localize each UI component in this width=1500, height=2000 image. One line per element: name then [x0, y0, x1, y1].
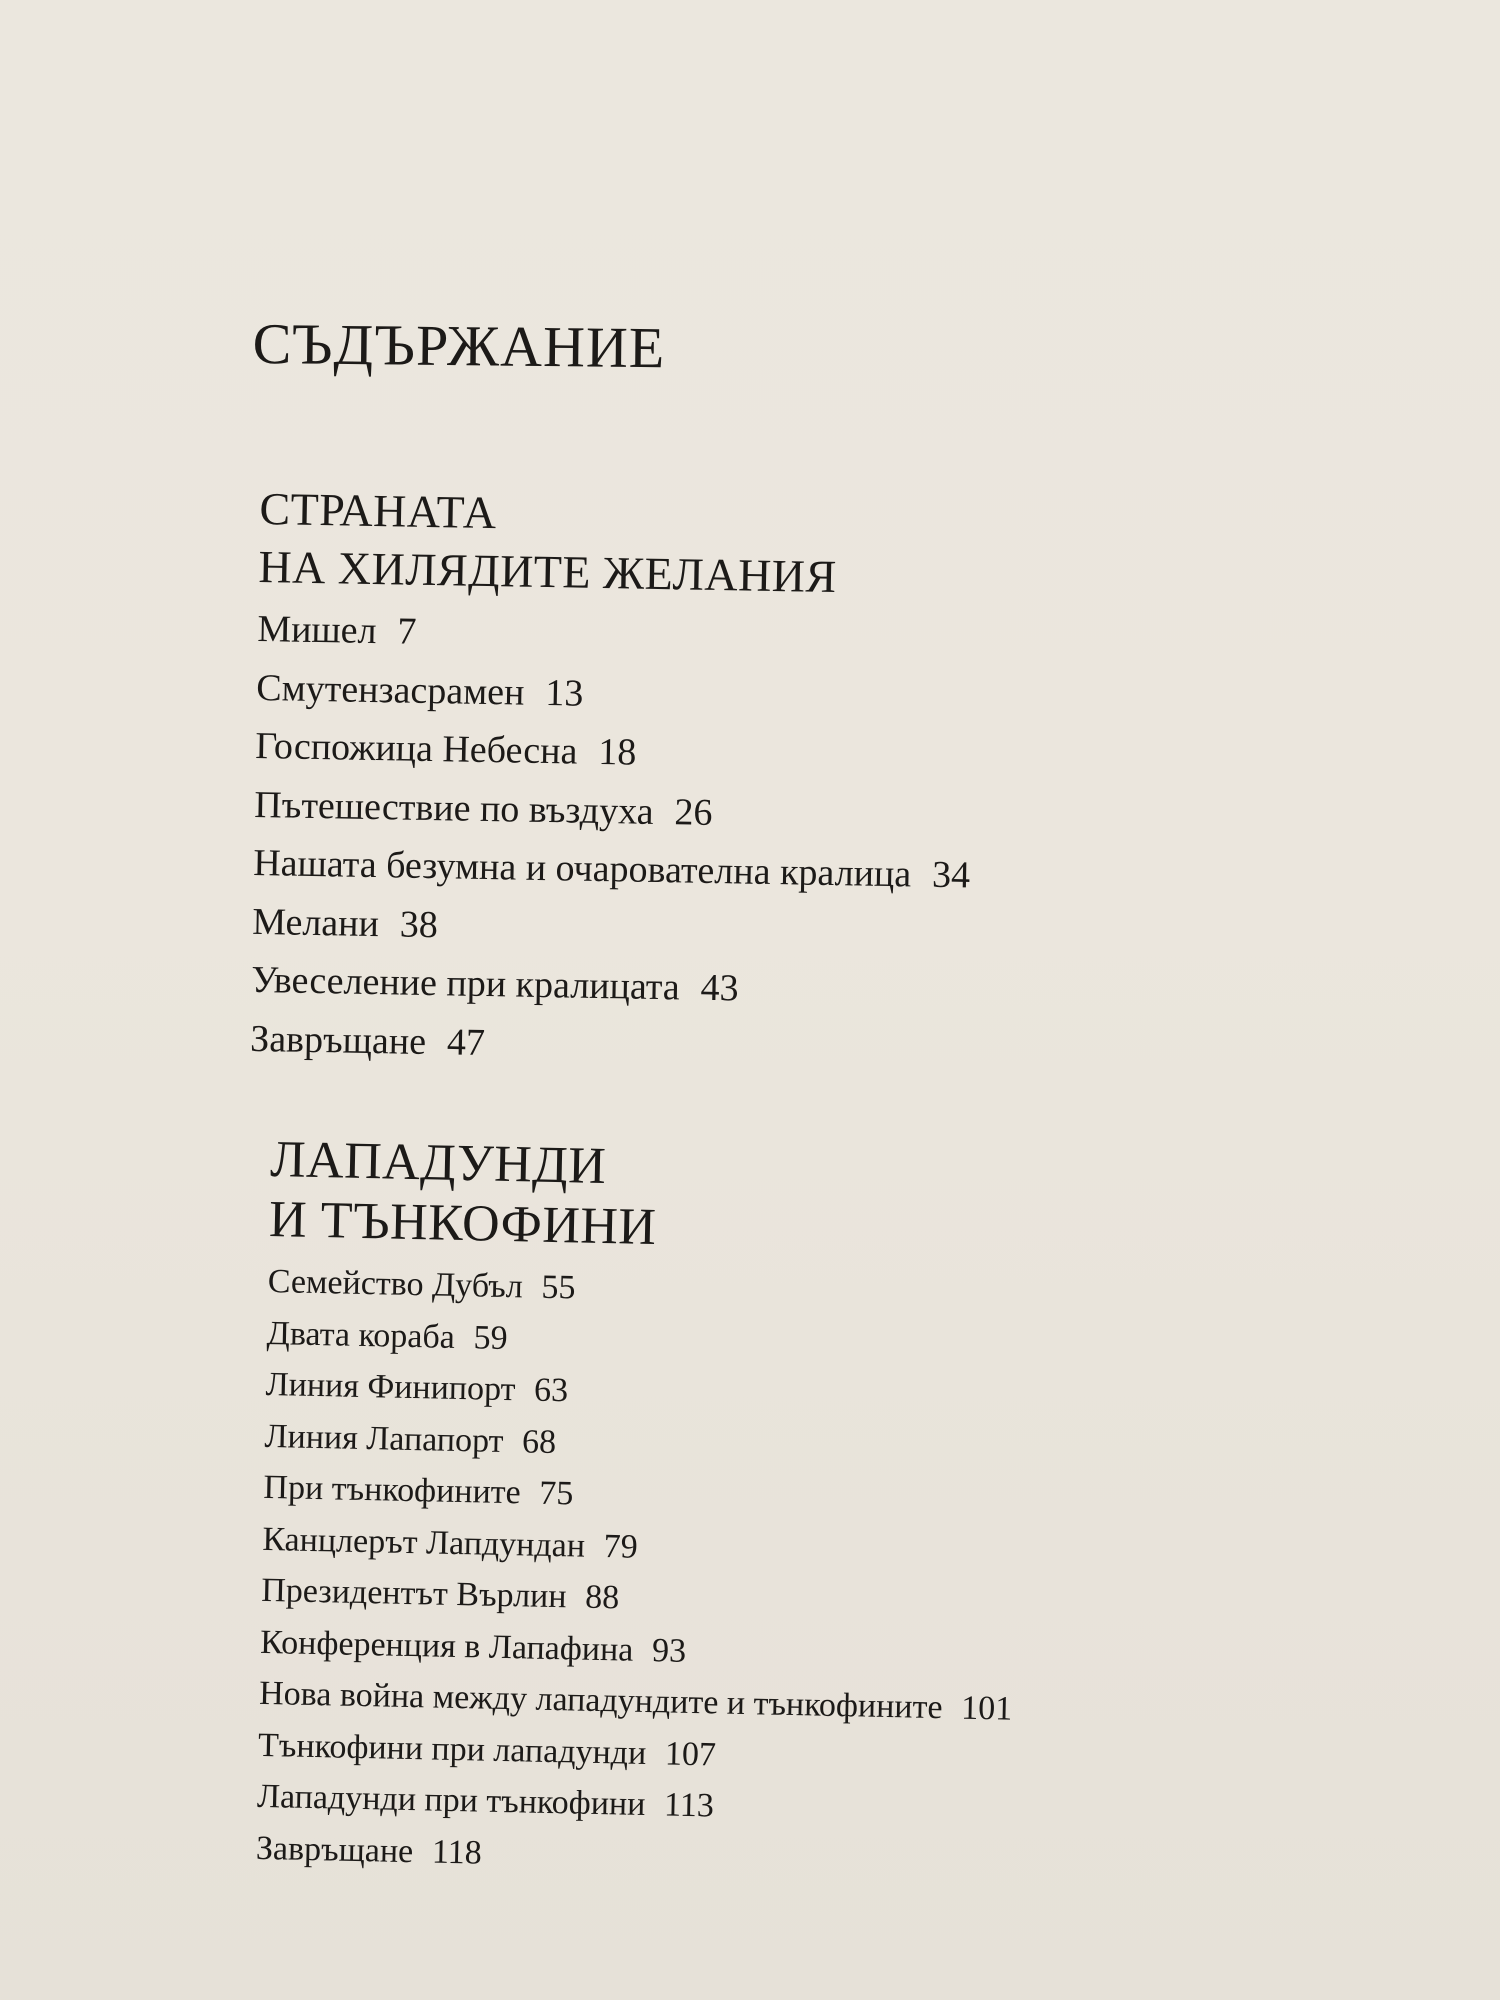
- toc-title: СЪДЪРЖАНИЕ: [252, 310, 666, 381]
- entry-page-number: 113: [663, 1786, 715, 1825]
- entry-title: Семейство Дубъл: [267, 1262, 524, 1306]
- section-title-line: И ТЪНКОФИНИ: [268, 1190, 658, 1257]
- entry-page-number: 43: [700, 966, 739, 1010]
- entry-title: Нашата безумна и очарователна кралица: [252, 841, 912, 896]
- entry-title: Смутензасрамен: [256, 666, 525, 714]
- entry-title: Пътешествие по въздуха: [253, 783, 654, 833]
- section-1: [250, 480, 977, 1080]
- entry-page-number: 59: [473, 1318, 508, 1357]
- entry-page-number: 34: [931, 853, 971, 897]
- section-title-line: ЛАПАДУНДИ: [269, 1130, 607, 1196]
- entry-page-number: 93: [651, 1631, 687, 1670]
- entry-page-number: 101: [960, 1689, 1013, 1728]
- entry-page-number: 88: [584, 1578, 620, 1617]
- entry-page-number: 107: [664, 1734, 717, 1773]
- entry-page-number: 79: [603, 1527, 639, 1566]
- entry-page-number: 7: [397, 610, 417, 653]
- section-title-line: СТРАНАТА: [259, 482, 498, 539]
- entry-title: Конференция в Лапафина: [259, 1623, 634, 1669]
- section-title: [268, 1130, 1024, 1266]
- entry-title: Линия Лапапорт: [264, 1417, 504, 1460]
- entry-title: Завръщане: [255, 1829, 414, 1870]
- entry-page-number: 55: [541, 1268, 576, 1307]
- entry-title: Лападунди при тънкофини: [256, 1777, 646, 1823]
- entry-page-number: 13: [544, 671, 584, 715]
- entry-page-number: 75: [539, 1474, 574, 1513]
- entry-title: Госпожица Небесна: [254, 724, 578, 773]
- entry-page-number: 26: [674, 790, 713, 834]
- entry-page-number: 118: [431, 1833, 483, 1872]
- section-title: [258, 480, 977, 608]
- entry-title: Тънкофини при лападунди: [257, 1726, 647, 1772]
- entry-title: Линия Финипорт: [265, 1365, 516, 1409]
- toc-entry-list: [250, 600, 975, 1080]
- entry-page-number: 18: [597, 730, 637, 774]
- entry-title: Канцлерът Лапдундан: [262, 1520, 586, 1565]
- toc-entry: [250, 1009, 968, 1080]
- entry-page-number: 68: [521, 1422, 557, 1461]
- toc-entry-list: [255, 1256, 1021, 1890]
- entry-page-number: 63: [533, 1371, 569, 1410]
- section-2: [255, 1130, 1024, 1890]
- entry-page-number: 38: [399, 903, 439, 946]
- entry-title: Мишел: [257, 607, 377, 653]
- section-title-line: НА ХИЛЯДИТЕ ЖЕЛАНИЯ: [258, 540, 838, 603]
- entry-title: Президентът Върлин: [260, 1571, 567, 1616]
- entry-title: Мелани: [251, 900, 380, 945]
- entry-title: Нова война между лападундите и тънкофините: [258, 1674, 943, 1727]
- entry-title: Двата кораба: [266, 1314, 456, 1356]
- entry-title: Завръщане: [249, 1017, 427, 1063]
- entry-title: При тънкофините: [263, 1468, 522, 1512]
- entry-page-number: 47: [446, 1020, 486, 1064]
- entry-title: Увеселение при кралицата: [250, 958, 681, 1009]
